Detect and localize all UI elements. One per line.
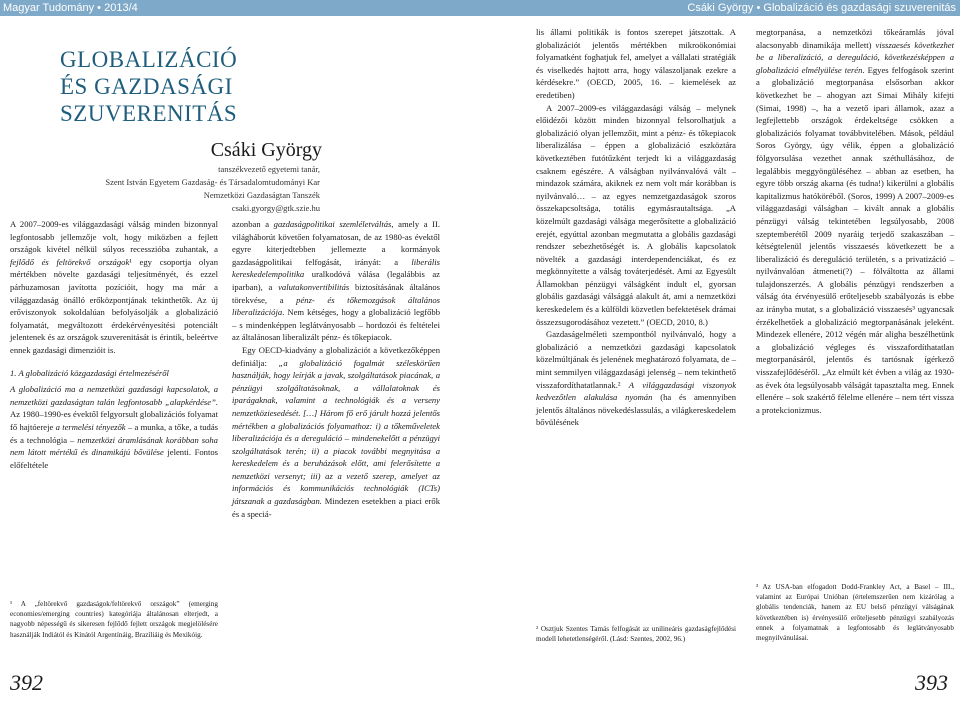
journal-name: Magyar Tudomány: [3, 2, 95, 14]
footnote-3: ³ Az USA-ban elfogadott Dodd-Frankley Act, a Basel – III., valamint az Európai Unióban (értelemszerűen nem kizárólag a globális tendenciák, hanem az EU belső pénzügyi válságának következtében is) érvényesülő erőteljesebb pénzügyi szabályozás ennek a folyamatnak a legfontosabb és leglátványosabb megnyilvánulásai.: [756, 583, 954, 643]
author-affiliation: [60, 163, 390, 214]
affiliation-line: tanszékvezető egyetemi tanár,: [218, 164, 320, 174]
footnote-1: ¹ A „feltörekvő gazdaságok/feltörekvő országok” (emerging economies/emerging countries) kategóriája általánosan elterjedt, a nagyobb népességű és sikeresen fejlődő fejlett országok megjelölésére használják Indiától és Kínától Argentínáig, Brazíliáig és Mexikóig.: [10, 600, 218, 639]
paragraph: A 2007–2009-es világgazdasági válság minden bizonnyal legfontosabb jellemzője volt, hogy miközben a fejlett országok kivétel nélkül súlyos recesszióba zuhantak, a fejlődő és feltörekvő országok¹ egy csoportja olyan mértékben növelte gazdasági teljesítményét, és ezzel párhuzamosan javította pozícióit, hogy ma már a világgazdaság önálló erőközpontjának tekinthetők. Az új erőviszonyok sokoldalúan befolyásolják a globalizáció folyamatát, megváltozott érdekérvényesítési potenciált jelentenek és az országok szuverenitását is érintik, beleértve ennek gazdasági dimenzióit is.: [10, 219, 218, 355]
paragraph: Gazdaságelméleti szempontból nyilvánvaló, hogy a globalizáció a nemzetközi gazdasági kapcsolatok közelmúltjának és jelenének meghatározó folyamata, de – mint semmilyen világgazdasági jelenség – nem tekinthető visszafordíthatatlannak.² A világgazdasági viszonyok kedvezőtlen alakulása nyomán (ha és amennyiben jelentős általános növekedéslassulás, a világkereskedelem bővülésének: [536, 329, 737, 428]
header-author: Csáki György: [687, 2, 754, 14]
article-title: [60, 46, 390, 127]
right-column-1: [536, 26, 736, 429]
article-title-line2: ÉS GAZDASÁGI SZUVERENITÁS: [60, 74, 238, 126]
paragraph: A globalizáció ma a nemzetközi gazdasági kapcsolatok, a nemzetközi gazdaságtan talán legfontosabb „alapkérdése”. Az 1980–1990-es évektől felgyorsult globalizációs folyamat fő hajtóereje a termelési tényezők – a munka, a tőke, a tudás és a technológia – nemzetközi áramlásának korábban soha nem látott mértékű és dinamikájú bővülése jelenti. Fontos előfeltétele: [10, 384, 218, 470]
header-separator: •: [756, 2, 761, 14]
page-number-right: 393: [915, 670, 948, 695]
section-heading: 1. A globalizáció közgazdasági értelmezéséről: [10, 367, 169, 378]
running-header-right: [480, 0, 960, 16]
right-page: [480, 0, 960, 708]
journal-issue: 2013/4: [104, 2, 138, 14]
author-name: Csáki György: [210, 139, 322, 161]
paragraph: lis állami politikák is fontos szerepet játszottak. A globalizációt jelentős mértékben mikroökonómiai folyamatként foghatjuk fel, amelyet a vállalati stratégiák és viselkedés hajtott arra, hogy válaszoljanak ezekre a kérdésekre.” (OECD, 2005, 16. – kiemelések az eredetiben): [536, 27, 736, 100]
running-header-left: [0, 0, 480, 16]
page-number-left: 392: [10, 670, 43, 695]
right-column-2: [756, 26, 954, 416]
paragraph: A 2007–2009-es világgazdasági válság – melynek előidézői között minden bizonnyal felsorolhatjuk a globalizáció olyan jellemzőit, mint a pénz- és tőkepiacok liberalizálása – éppen a globalizáció eszköztára következtében futótűzként terjedt ki a világgazdaság csaknem egészére. A válságban nyilvánvalóvá vált – mindazok számára, akiknek ez nem volt már korábban is nyilvánvaló… – az egyes nemzetgazdaságok szoros összekapcsoltsága, totális egymásrautaltsága. „A közelmúlt gazdasági válsága megerősítette a globalizáció erejét, egyúttal azonban megmutatta a globális gazdasági rendszer sebezhetőségét is. A globális kapcsolatok növelték a gazdasági interdependenciákat, és ez megkönnyítette a válság továterjedését. Ami az Egyesült Államokban pénzügyi válságként indult el, gyorsan globális gazdasági válsággá alakult át, ami a nemzetközi kereskedelem és a külföldi közvetlen befektetések drámai összezsugorodásához vezetett.” (OECD, 2010, 8.): [536, 102, 736, 327]
article-title-line1: GLOBALIZÁCIÓ: [60, 47, 238, 72]
header-article-title: Globalizáció és gazdasági szuverenitás: [763, 2, 956, 14]
article-title-block: [60, 46, 390, 214]
author-email: csaki.gyorgy@gtk.szie.hu: [231, 203, 320, 213]
header-separator: •: [97, 2, 102, 14]
left-column-1: [10, 218, 218, 471]
paragraph: megtorpanása, a nemzetközi tőkeáramlás jóval alacsonyabb dinamikája mellett) visszaesés következhet be a liberalizáció, a dereguláció, következésképpen a globalizáció elmélyülése terén. Egyes felfogások szerint a globalizáció megtorpanása elsősorban akkor következhet be – ahogyan azt Simai Mihály kifejti (Simai, 1998) –, ha a vezető ipari államok, azaz a legfejlettebb országok érdekeltsége csökken a globalizációs folyamat továbbvitelében. Mások, például Soros György, úgy vélik, éppen a globalizáció fölgyorsulása vezethet annak széthullásához, de legalábbis meggyöngüléséhez – abban az esetben, ha egyre több ország akarna (és tudna!) kikerülni a globális kapitalizmus hatóköréből. (Soros, 1999) A 2007–2009-es világgazdasági válságban – kivált annak a globális pénzügyi válság tekintetében legsúlyosabb, 2008 szeptemberétől 2009 nyaráig terjedő szakaszában – kétségtelenül jelentős visszaesés következett be a liberalizáció és dereguláció területén, s a privatizáció – nyilvánvalóan átmeneti(?) – fölváltotta az állami tulajdonszerzés. A globális pénzügyi rendszerben a válság óta érvényesülő erőteljesebb szabályozás is ebbe az irányba mutat, s a globalizáció visszaesés³ ugyancsak érzékelhetőek a globalizáció megtorpanásának jeleként. Mindezek ellenére, 2012 végén már aligha beszélhetünk a globalizáció végleges és visszafordíthatatlan megtorpanásáról, jelentős és tartósnak ígérkező visszafejlődéséről. „Az elmúlt két évben a világ az 1930-as évek óta legsúlyosabb válságát tapasztalta meg. Ennek ellenére – sok szakértő félelme ellenére – nem tért vissza a protekcionizmus.: [756, 27, 954, 415]
paragraph: Egy OECD-kiadvány a globalizációt a következőképpen definiálja: „a globalizáció fogalmát széleskörűen használják, hogy leírják a javak, szolgáltatások piacának, a pénzügyi szolgáltatásoknak, a vállalatoknak és iparágaknak, valamint a technológiák és a verseny nemzetköziesedését. […] Három fő erő járult hozzá jelentős mértékben a globalizációs folyamathoz: i) a tőkeműveletek liberalizációja és a dereguláció – mindenekelőtt a pénzügyi szolgáltatások terén; ii) a piacok további megnyitása a kereskedelem és a beruházások előtt, ami felerősítette a nemzetközi versenyt; iii) az a vezető szerep, amelyet az információs és kommunikációs technológiák (ICTs) játszanak a gazdaságban. Mindezen esetekben a piaci erők és a speciá-: [232, 344, 440, 519]
left-column-2: [232, 218, 440, 520]
affiliation-line: Szent István Egyetem Gazdaság- és Társadalomtudományi Kar: [105, 177, 320, 187]
paragraph: azonban a gazdaságpolitikai szemléletváltás, amely a II. világháborút követően folyamatosan, de az 1980-as évektől egyre kiterjedtebben jellemezte a kormányok gazdaságpolitikai felfogását, irányát: a liberális kereskedelempolitika uralkodóvá válása (legalábbis az iparban), a valutakonvertibilitás biztosításának általános törekvése, a pénz- és tőkemozgások általános liberalizációja. Nem kétséges, hogy a globalizáció legfőbb – s mindenképpen leglátványosabb – hordozói és feltételei az általánosan liberalizált pénz- és tőkepiacok.: [232, 219, 441, 343]
affiliation-line: Nemzetközi Gazdaságtan Tanszék: [203, 190, 320, 200]
footnote-2: ² Osztjuk Szentes Tamás felfogását az unilineáris gazdaságfejlődési modell lehetetlenségéről. (Lásd: Szentes, 2002, 96.): [536, 625, 736, 644]
